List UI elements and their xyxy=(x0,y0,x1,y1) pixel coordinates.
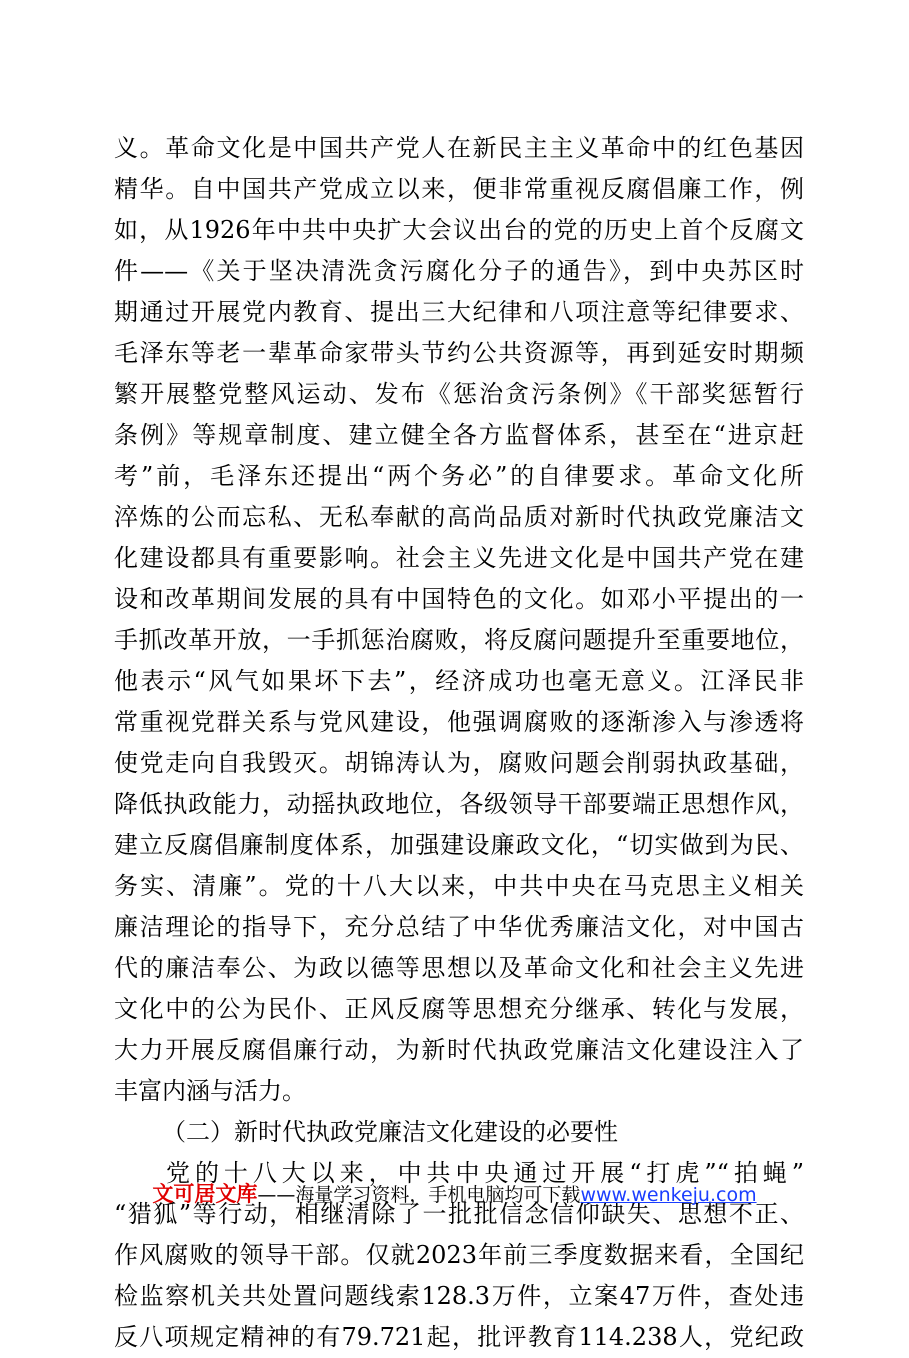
footer-brand: 文可居文库 xyxy=(152,1182,258,1206)
text-line: 作风腐败的领导干部。仅就2023年前三季度数据来看，全国纪 xyxy=(114,1241,804,1269)
text-line: 党的十八大以来，中共中央通过开展“打虎”“拍蝇” xyxy=(166,1159,804,1187)
text-line: 廉洁理论的指导下，充分总结了中华优秀廉洁文化，对中国古 xyxy=(114,913,804,941)
text-line: 手抓改革开放，一手抓惩治腐败，将反腐问题提升至重要地位， xyxy=(114,626,804,654)
text-line: 化建设都具有重要影响。社会主义先进文化是中国共产党在建 xyxy=(114,544,804,572)
section-heading: （二）新时代执政党廉洁文化建设的必要性 xyxy=(162,1118,618,1146)
text-line: 条例》等规章制度、建立健全各方监督体系，甚至在“进京赶 xyxy=(114,421,804,449)
text-line: 文化中的公为民仆、正风反腐等思想充分继承、转化与发展， xyxy=(114,995,804,1023)
text-line: 降低执政能力，动摇执政地位，各级领导干部要端正思想作风， xyxy=(114,790,804,818)
footer-tagline: ——海量学习资料，手机电脑均可下载 xyxy=(257,1184,581,1206)
text-line: 丰富内涵与活力。 xyxy=(114,1077,306,1105)
text-line: 反八项规定精神的有79.721起，批评教育114.238人，党纪政 xyxy=(114,1323,804,1351)
text-line: 毛泽东等老一辈革命家带头节约公共资源等，再到延安时期频 xyxy=(114,339,804,367)
text-line: 繁开展整党整风运动、发布《惩治贪污条例》《干部奖惩暂行 xyxy=(114,380,804,408)
footer-url-link[interactable]: www.wenkeju.com xyxy=(580,1184,757,1206)
text-line: 精华。自中国共产党成立以来，便非常重视反腐倡廉工作，例 xyxy=(114,175,804,203)
text-line: 检监察机关共处置问题线索128.3万件，立案47万件，查处违 xyxy=(114,1282,804,1310)
text-line: 常重视党群关系与党风建设，他强调腐败的逐渐渗入与渗透将 xyxy=(114,708,804,736)
text-line: 代的廉洁奉公、为政以德等思想以及革命文化和社会主义先进 xyxy=(114,954,804,982)
text-line: 他表示“风气如果坏下去”，经济成功也毫无意义。江泽民非 xyxy=(114,667,804,695)
text-line: 淬炼的公而忘私、无私奉献的高尚品质对新时代执政党廉洁文 xyxy=(114,503,804,531)
footer-banner xyxy=(0,1178,909,1208)
text-line: 期通过开展党内教育、提出三大纪律和八项注意等纪律要求、 xyxy=(114,298,804,326)
document-body xyxy=(114,128,804,1358)
text-line: 设和改革期间发展的具有中国特色的文化。如邓小平提出的一 xyxy=(114,585,804,613)
text-line: 大力开展反腐倡廉行动，为新时代执政党廉洁文化建设注入了 xyxy=(114,1036,804,1064)
text-line: 建立反腐倡廉制度体系，加强建设廉政文化，“切实做到为民、 xyxy=(114,831,804,859)
text-line: 件——《关于坚决清洗贪污腐化分子的通告》，到中央苏区时 xyxy=(114,257,804,285)
text-line: 义。革命文化是中国共产党人在新民主主义革命中的红色基因 xyxy=(114,134,804,162)
text-line: 考”前，毛泽东还提出“两个务必”的自律要求。革命文化所 xyxy=(114,462,804,490)
text-line: 使党走向自我毁灭。胡锦涛认为，腐败问题会削弱执政基础， xyxy=(114,749,804,777)
text-line: “猎狐”等行动，相继清除了一批批信念信仰缺失、思想不正、 xyxy=(114,1200,804,1228)
text-line: 如，从1926年中共中央扩大会议出台的党的历史上首个反腐文 xyxy=(114,216,804,244)
text-line: 务实、清廉”。党的十八大以来，中共中央在马克思主义相关 xyxy=(114,872,804,900)
